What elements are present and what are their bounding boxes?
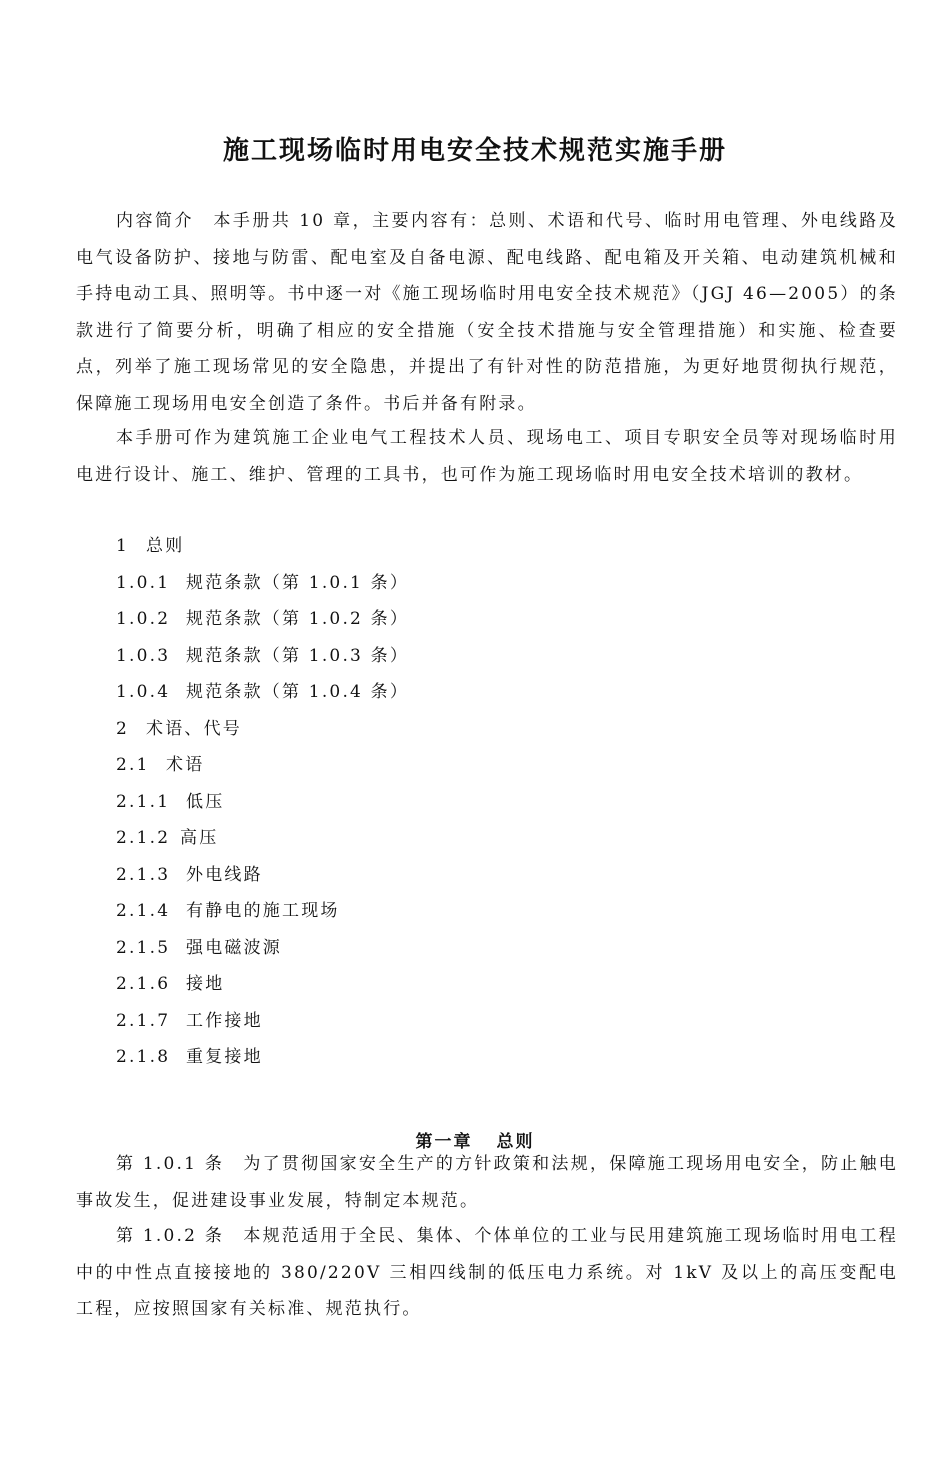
toc-item bbox=[116, 601, 409, 638]
intro-paragraph: 内容简介 本手册共 10 章，主要内容有：总则、术语和代号、临时用电管理、外电线路及电气设备防护、接地与防雷、配电室及自备电源、配电线路、配电箱及开关箱、电动建筑机械和手持电动工具、照明等。书中逐一对《施工现场临时用电安全技术规范》（JGJ 46—2005）的条款进行了简要分析，明确了相应的安全措施（安全技术措施与安全管理措施）和实施、检查要点，列举了施工现场常见的安全隐患，并提出了有针对性的防范措施，为更好地贯彻执行规范，保障施工现场用电安全创造了条件。书后并备有附录。 bbox=[76, 211, 898, 414]
toc-item-text: 有静电的施工现场 bbox=[186, 901, 340, 921]
toc-item bbox=[116, 528, 409, 565]
toc-item-number: 2.1.6 bbox=[116, 974, 171, 994]
toc-item-text: 规范条款（第 1.0.3 条） bbox=[186, 645, 410, 666]
toc-item-number: 2 bbox=[116, 718, 130, 739]
toc-item-number: 1 bbox=[116, 536, 130, 556]
toc-item bbox=[116, 784, 409, 821]
chapter-label: 第一章 bbox=[415, 1132, 473, 1153]
toc-item-number: 2.1.2 bbox=[116, 828, 171, 848]
toc-item-text: 外电线路 bbox=[186, 864, 263, 885]
toc-item-text: 规范条款（第 1.0.4 条） bbox=[186, 682, 410, 702]
article-1-0-2: 第 1.0.2 条 本规范适用于全民、集体、个体单位的工业与民用建筑施工现场临时用电工程中的中性点直接接地的 380/220V 三相四线制的低压电力系统。对 1kV 及以上的高压变配电工程，应按照国家有关标准、规范执行。 bbox=[76, 1226, 898, 1319]
toc-item-text: 工作接地 bbox=[186, 1010, 263, 1031]
toc-item-text: 接地 bbox=[186, 974, 225, 994]
toc-item-number: 2.1 bbox=[116, 755, 150, 775]
toc-item bbox=[116, 638, 409, 675]
toc-item-text: 术语 bbox=[166, 755, 205, 775]
toc-item bbox=[116, 711, 409, 748]
toc-item-text: 术语、代号 bbox=[146, 718, 242, 739]
toc-item-text: 低压 bbox=[186, 791, 225, 812]
toc-item-text: 强电磁波源 bbox=[186, 937, 282, 958]
toc-item bbox=[116, 966, 409, 1003]
toc-item-number: 1.0.4 bbox=[116, 682, 171, 702]
toc-item bbox=[116, 930, 409, 967]
toc-item-text: 高压 bbox=[180, 828, 219, 848]
toc-item-number: 2.1.5 bbox=[116, 937, 171, 958]
usage-paragraph: 本手册可作为建筑施工企业电气工程技术人员、现场电工、项目专职安全员等对现场临时用电进行设计、施工、维护、管理的工具书，也可作为施工现场临时用电安全技术培训的教材。 bbox=[76, 428, 898, 485]
toc-item-number: 1.0.3 bbox=[116, 645, 171, 666]
toc-item bbox=[116, 1003, 409, 1040]
toc-item bbox=[116, 565, 409, 602]
toc-item-text: 重复接地 bbox=[186, 1047, 263, 1067]
chapter-name: 总则 bbox=[496, 1132, 535, 1153]
toc-item-number: 2.1.4 bbox=[116, 901, 171, 921]
toc-item-text: 总则 bbox=[146, 536, 185, 556]
toc-item bbox=[116, 820, 409, 857]
document-title: 施工现场临时用电安全技术规范实施手册 bbox=[222, 136, 727, 167]
toc-item-number: 2.1.1 bbox=[116, 791, 171, 812]
toc-item-text: 规范条款（第 1.0.1 条） bbox=[186, 572, 410, 593]
toc-item-text: 规范条款（第 1.0.2 条） bbox=[186, 609, 410, 629]
toc-item bbox=[116, 1039, 409, 1076]
toc-item bbox=[116, 674, 409, 711]
toc-item-number: 2.1.8 bbox=[116, 1047, 171, 1067]
table-of-contents bbox=[116, 528, 409, 1076]
toc-item-number: 1.0.1 bbox=[116, 572, 171, 593]
toc-item bbox=[116, 747, 409, 784]
toc-item bbox=[116, 893, 409, 930]
toc-item-number: 2.1.7 bbox=[116, 1010, 171, 1031]
toc-item bbox=[116, 857, 409, 894]
toc-item-number: 2.1.3 bbox=[116, 864, 171, 885]
toc-item-number: 1.0.2 bbox=[116, 609, 171, 629]
article-1-0-1: 第 1.0.1 条 为了贯彻国家安全生产的方针政策和法规，保障施工现场用电安全，防止触电事故发生，促进建设事业发展，特制定本规范。 bbox=[76, 1154, 898, 1211]
